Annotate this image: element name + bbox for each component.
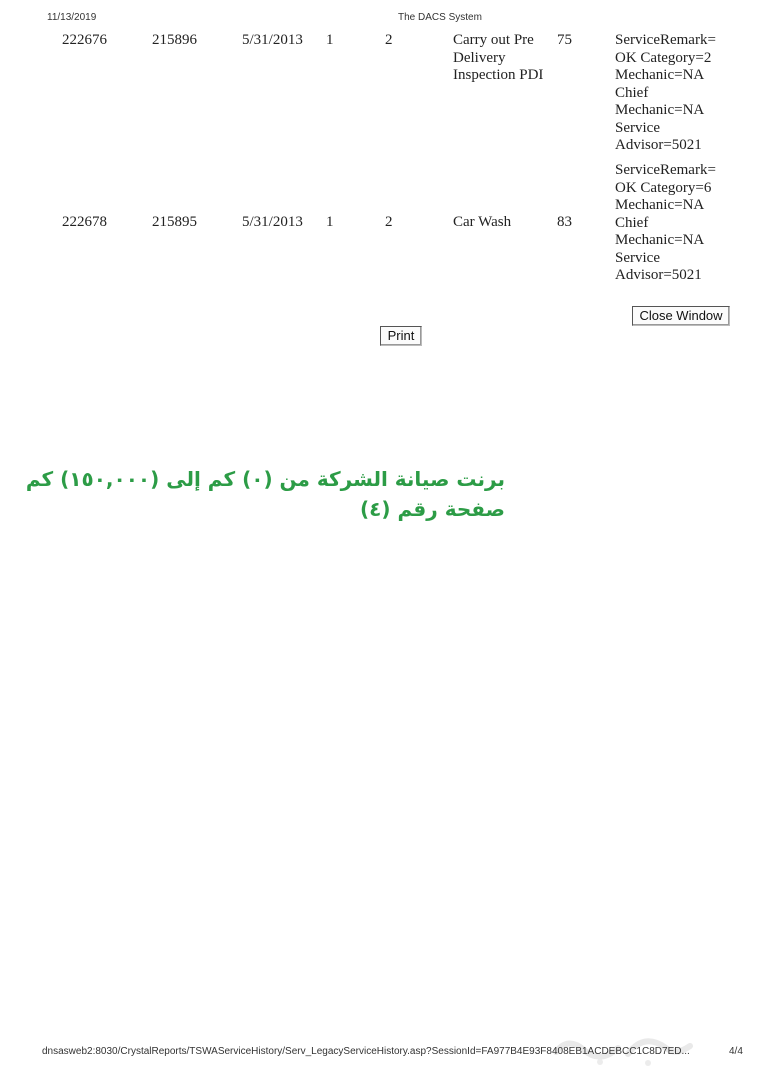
cell-col7: 75 (557, 32, 572, 48)
page-number: 4/4 (729, 1046, 743, 1057)
close-window-button[interactable]: Close Window (632, 306, 730, 326)
cell-order-number: 215896 (152, 32, 197, 48)
cell-remarks: ServiceRemark= OK Category=2 Mechanic=NA Chief Mechanic=NA Service Advisor=5021 (615, 32, 720, 153)
cell-description: Car Wash (453, 214, 512, 230)
cell-job-number: 222676 (62, 32, 107, 48)
cell-col5: 2 (385, 214, 393, 230)
annotation-line-1: برنت صيانة الشركة من (٠) كم إلى (١٥٠,٠٠٠) كم (25, 467, 505, 491)
print-date: 11/13/2019 (47, 12, 97, 23)
print-button[interactable]: Print (380, 326, 422, 346)
cell-remarks: ServiceRemark= OK Category=6 Mechanic=NA Chief Mechanic=NA Service Advisor=5021 (615, 162, 720, 283)
footer-url: dnsasweb2:8030/CrystalReports/TSWAServiceHistory/Serv_LegacyServiceHistory.asp?SessionId=FA977B4E93F8408EB1ACDEBCC1C8D7ED... (42, 1046, 690, 1057)
cell-col4: 1 (326, 32, 334, 48)
report-title: The DACS System (398, 12, 482, 23)
cell-order-number: 215895 (152, 214, 197, 230)
cell-col5: 2 (385, 32, 393, 48)
cell-job-number: 222678 (62, 214, 107, 230)
cell-col4: 1 (326, 214, 334, 230)
cell-date: 5/31/2013 (242, 32, 303, 48)
annotation-line-2: صفحة رقم (٤) (360, 497, 505, 521)
cell-description: Carry out Pre Delivery Inspection PDI (453, 32, 544, 83)
cell-col7: 83 (557, 214, 572, 230)
cell-date: 5/31/2013 (242, 214, 303, 230)
arabic-annotation (25, 464, 505, 524)
